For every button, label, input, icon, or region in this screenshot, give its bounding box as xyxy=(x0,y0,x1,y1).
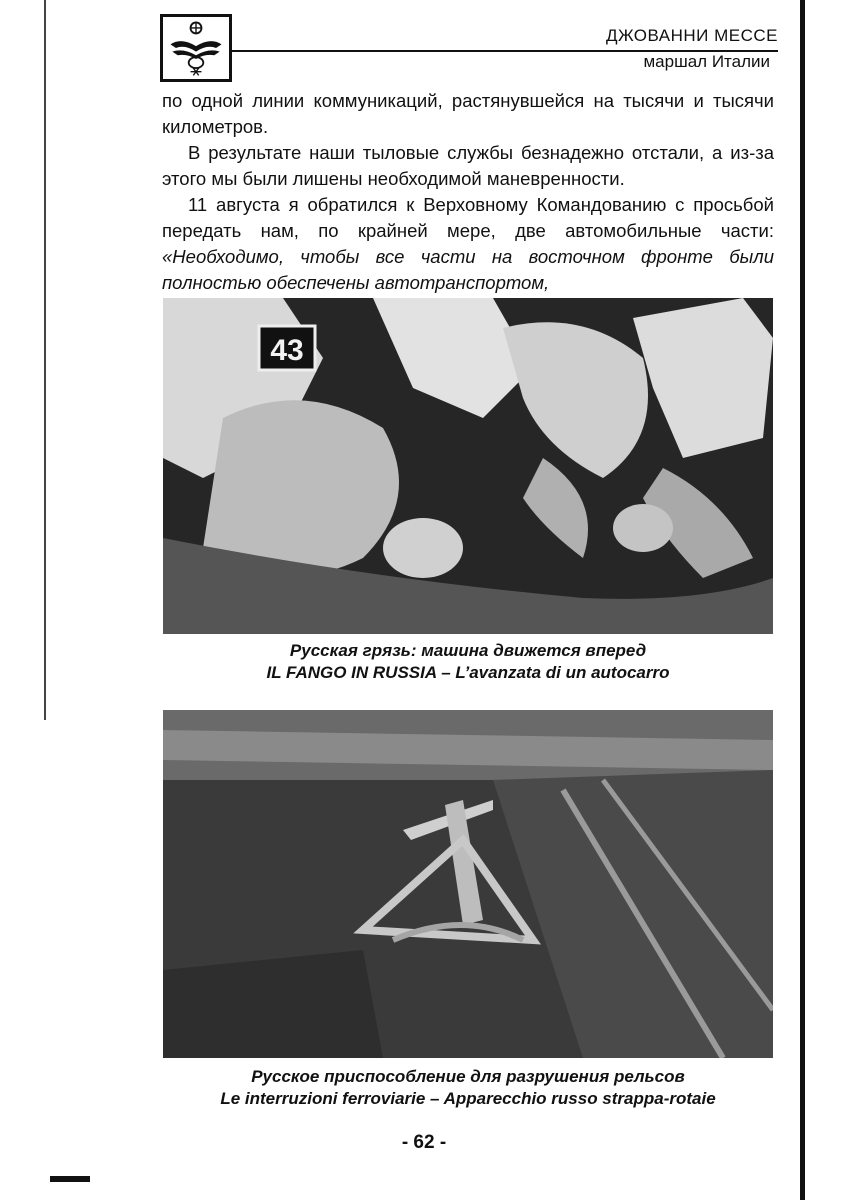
photo-rail-ripper xyxy=(163,710,773,1058)
caption-1-italian: IL FANGO IN RUSSIA – L’avanzata di un autocarro xyxy=(266,663,670,682)
caption-2-italian: Le interruzioni ferroviarie – Apparecchio russo strappa-rotaie xyxy=(220,1089,716,1108)
paragraph-3-quote: «Необходимо, чтобы все части на восточном фронте были полностью обеспечены автотранспортом, xyxy=(162,246,774,293)
caption-photo-2 xyxy=(150,1066,786,1110)
photo-truck-in-mud xyxy=(163,298,773,634)
paragraph-1: по одной линии коммуникаций, растянувшейся на тысячи и тысячи километров. xyxy=(162,90,774,137)
running-head-author: ДЖОВАННИ МЕССЕ xyxy=(605,26,778,45)
caption-1-russian: Русская грязь: машина движется вперед xyxy=(289,641,647,660)
emblem-logo xyxy=(160,14,232,82)
truck-number-plate: 43 xyxy=(270,334,304,367)
paragraph-2: В результате наши тыловые службы безнадежно отстали, а из-за этого мы были лишены необходимой маневренности. xyxy=(162,142,774,189)
caption-photo-1 xyxy=(150,640,786,684)
running-head-subtitle: маршал Италии xyxy=(643,52,770,71)
scan-edge-right xyxy=(800,0,805,1200)
eagle-emblem-icon xyxy=(163,17,229,79)
paragraph-3-text: 11 августа я обратился к Верховному Командованию с просьбой передать нам, по крайней мере, две автомобильные части: xyxy=(162,194,774,241)
page-number: - 62 - xyxy=(401,1132,447,1153)
caption-2-russian: Русское приспособление для разрушения рельсов xyxy=(251,1067,685,1086)
scan-corner-mark xyxy=(50,1176,90,1182)
body-text xyxy=(162,88,774,296)
paragraph-3 xyxy=(162,192,774,296)
scan-edge-left xyxy=(44,0,46,720)
